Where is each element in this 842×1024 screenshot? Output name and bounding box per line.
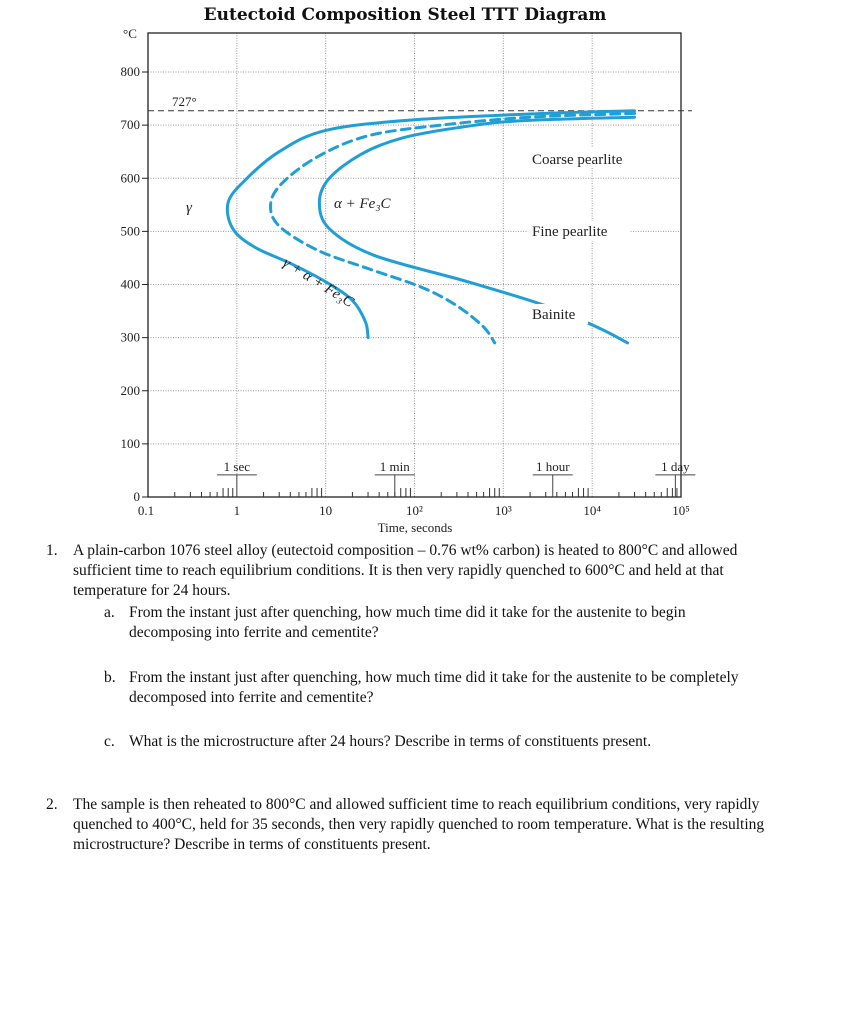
grid-lines [148,33,681,497]
time-markers [217,459,696,497]
region-bainite: Bainite [532,307,576,323]
region-gamma: γ [186,200,192,216]
region-alpha-fe3c: α + Fe₃C [334,196,391,212]
x-minor-ticks [175,488,677,497]
region-fine-pearlite: Fine pearlite [532,224,608,240]
x-tick-label: 10 [319,503,333,518]
x-axis-label: Time, seconds [377,520,453,535]
x-tick-label: 10⁴ [583,503,601,518]
time-marker-label: 1 sec [223,458,251,474]
time-marker-label: 1 min [379,458,410,474]
question-number: 2. [46,796,58,813]
time-marker-label: 1 hour [535,458,570,474]
part-text: What is the microstructure after 24 hours? Describe in terms of constituents present. [129,733,652,750]
region-gamma-alpha-fe3c: γ + α + Fe₃C [279,254,357,311]
y-tick-label: 100 [120,435,140,451]
part-label: b. [104,669,116,686]
x-tick-label: 10⁵ [672,503,690,518]
question-text: A plain-carbon 1076 steel alloy (eutectoid composition – 0.76 wt% carbon) is heated to 800°C and allowed sufficient time to reach equilibrium conditions. It is then very rapidly quenched to 600°C and held at that temperature for 24 hours. [73,542,738,599]
part-text: From the instant just after quenching, how much time did it take for the austenite to be completely decomposed into ferrite and cementite? [129,669,739,706]
x-tick-label: 1 [233,503,241,518]
question-number: 1. [46,542,58,559]
x-tick-label: 10² [406,503,423,518]
x-tick-label: 0.1 [137,503,155,518]
x-tick-label: 10³ [494,503,512,518]
eutectoid-label: 727° [172,93,197,109]
y-tick-label: 500 [120,223,140,239]
part-text: From the instant just after quenching, how much time did it take for the austenite to begin decomposing into ferrite and cementite? [129,604,686,641]
region-coarse-pearlite: Coarse pearlite [532,152,623,168]
part-label: a. [104,604,115,621]
y-tick-label: 800 [120,64,140,79]
plot-frame [148,33,681,497]
y-axis [121,64,149,504]
y-tick-label: 200 [120,382,140,398]
time-marker-label: 1 day [661,458,690,474]
y-tick-label: 600 [120,170,140,186]
y-tick-label: 300 [120,329,140,345]
y-tick-label: 0 [133,489,140,504]
chart-title: Eutectoid Composition Steel TTT Diagram [203,5,607,25]
x-axis [138,503,690,518]
y-tick-label: 700 [120,117,140,133]
question-text: The sample is then reheated to 800°C and allowed sufficient time to reach equilibrium conditions, very rapidly quenched to 400°C, held for 35 seconds, then very rapidly quenched to room temperature. What is the resulting microstructure? Describe in terms of constituents present. [73,796,765,853]
y-axis-unit: °C [123,26,137,41]
part-label: c. [104,733,115,750]
y-tick-label: 400 [120,276,140,292]
